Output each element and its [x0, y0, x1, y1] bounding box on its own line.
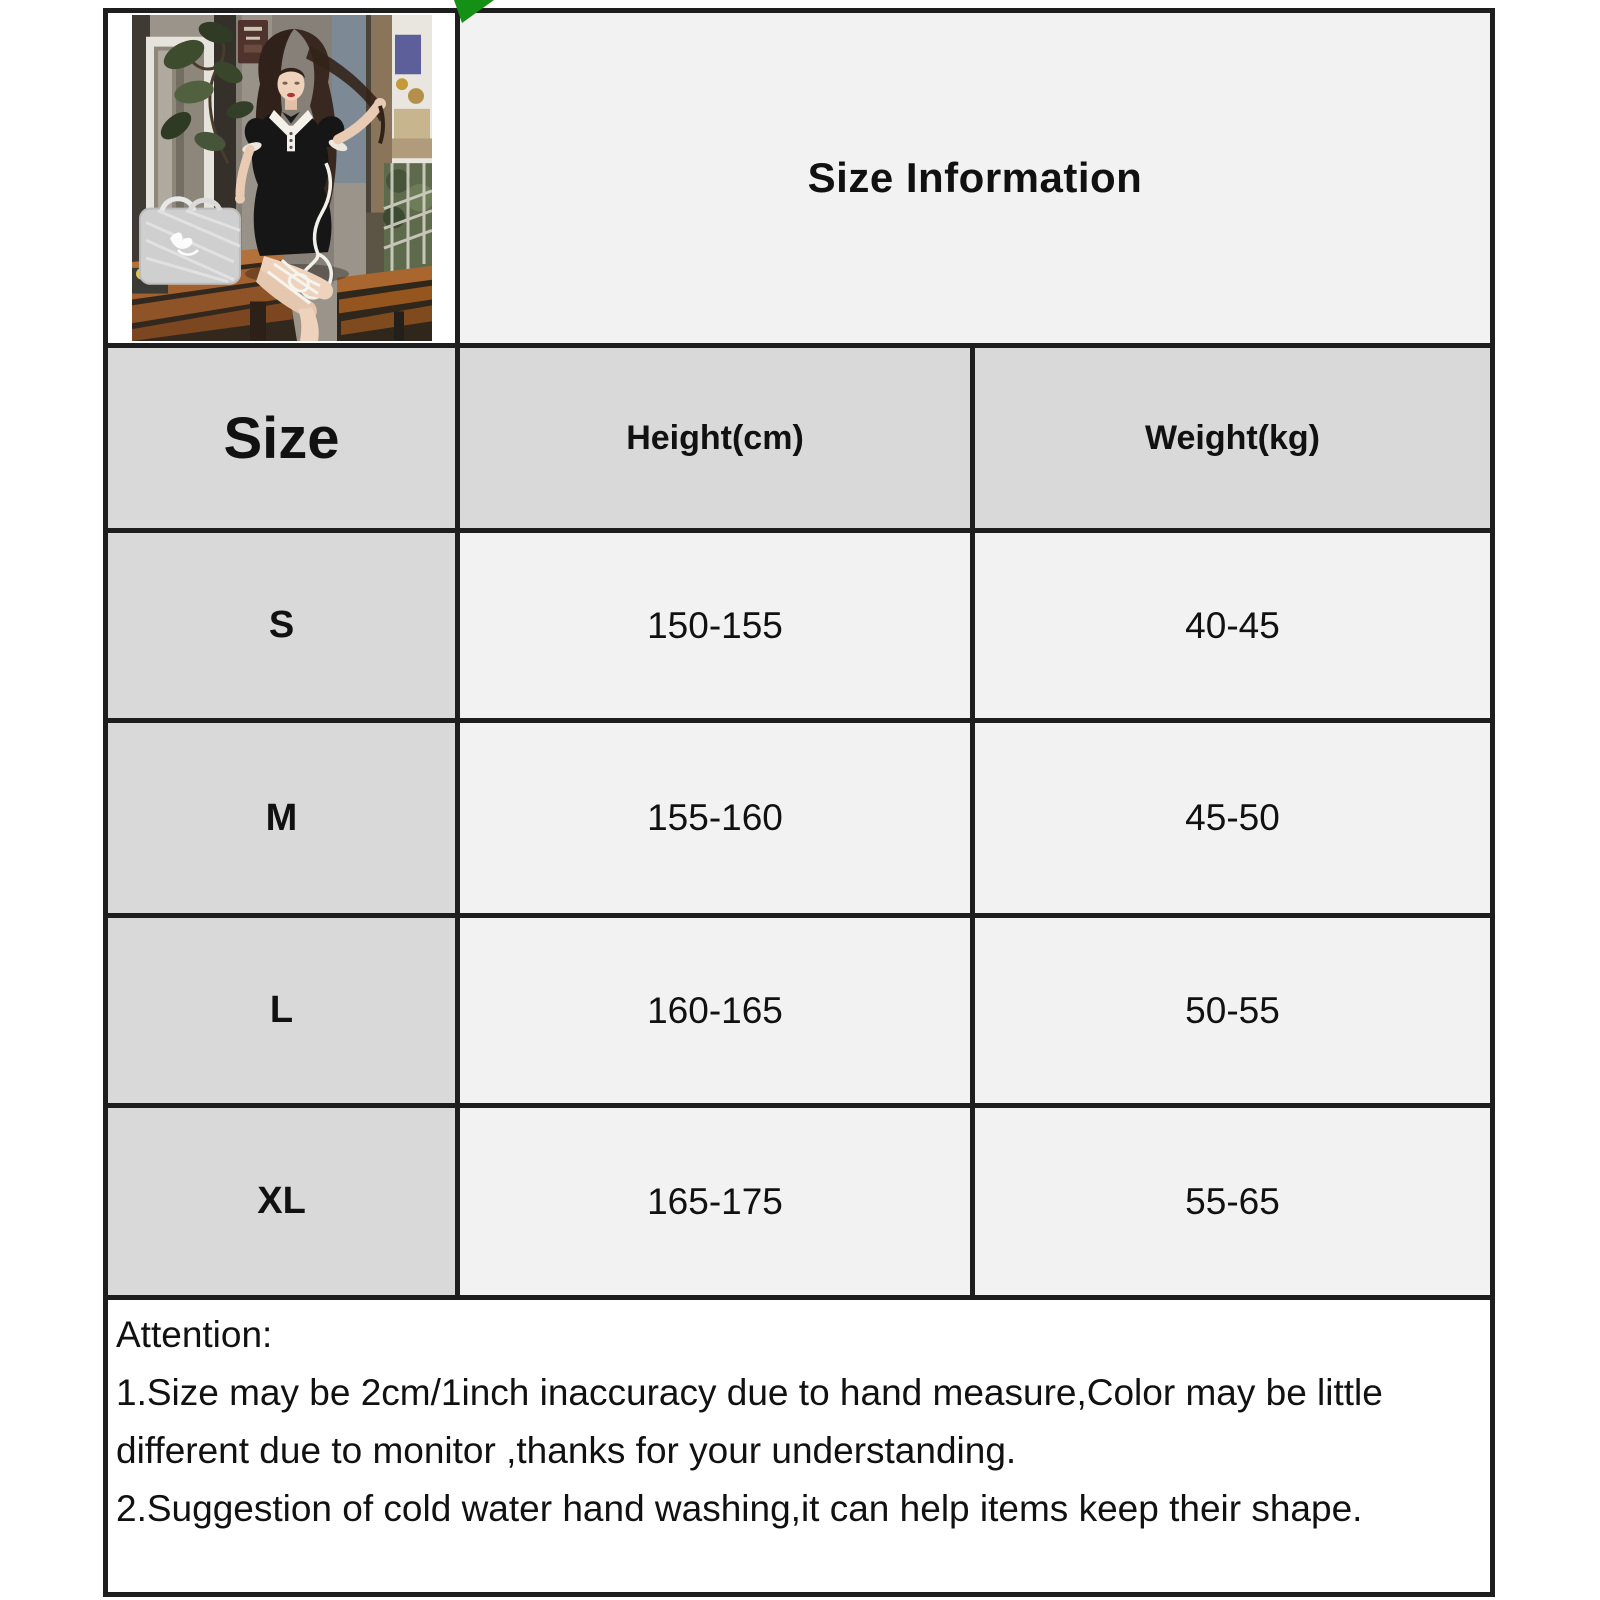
attention-heading: Attention: — [116, 1314, 273, 1355]
attention-line: different due to monitor ,thanks for your understanding. — [116, 1430, 1017, 1471]
green-corner-flag-icon — [452, 0, 496, 24]
size-cell-l: L — [108, 918, 460, 1108]
product-photo — [132, 15, 432, 341]
weight-cell-m: 45-50 — [975, 723, 1490, 918]
size-cell-s: S — [108, 533, 460, 723]
column-header-height: Height(cm) — [460, 348, 975, 533]
size-chart-table — [103, 8, 1495, 1597]
height-cell-xl: 165-175 — [460, 1108, 975, 1300]
product-photo-cell — [108, 13, 460, 348]
attention-line: 1.Size may be 2cm/1inch inaccuracy due to hand measure,Color may be little — [116, 1372, 1383, 1413]
weight-cell-s: 40-45 — [975, 533, 1490, 723]
height-cell-m: 155-160 — [460, 723, 975, 918]
attention-line: 2.Suggestion of cold water hand washing,it can help items keep their shape. — [116, 1488, 1363, 1529]
weight-cell-xl: 55-65 — [975, 1108, 1490, 1300]
column-header-weight: Weight(kg) — [975, 348, 1490, 533]
height-cell-l: 160-165 — [460, 918, 975, 1108]
size-information-header — [460, 13, 1490, 348]
height-cell-s: 150-155 — [460, 533, 975, 723]
size-cell-m: M — [108, 723, 460, 918]
column-header-size: Size — [108, 348, 460, 533]
page-title: Size Information — [807, 154, 1143, 201]
attention-note — [108, 1300, 1490, 1592]
size-cell-xl: XL — [108, 1108, 460, 1300]
weight-cell-l: 50-55 — [975, 918, 1490, 1108]
